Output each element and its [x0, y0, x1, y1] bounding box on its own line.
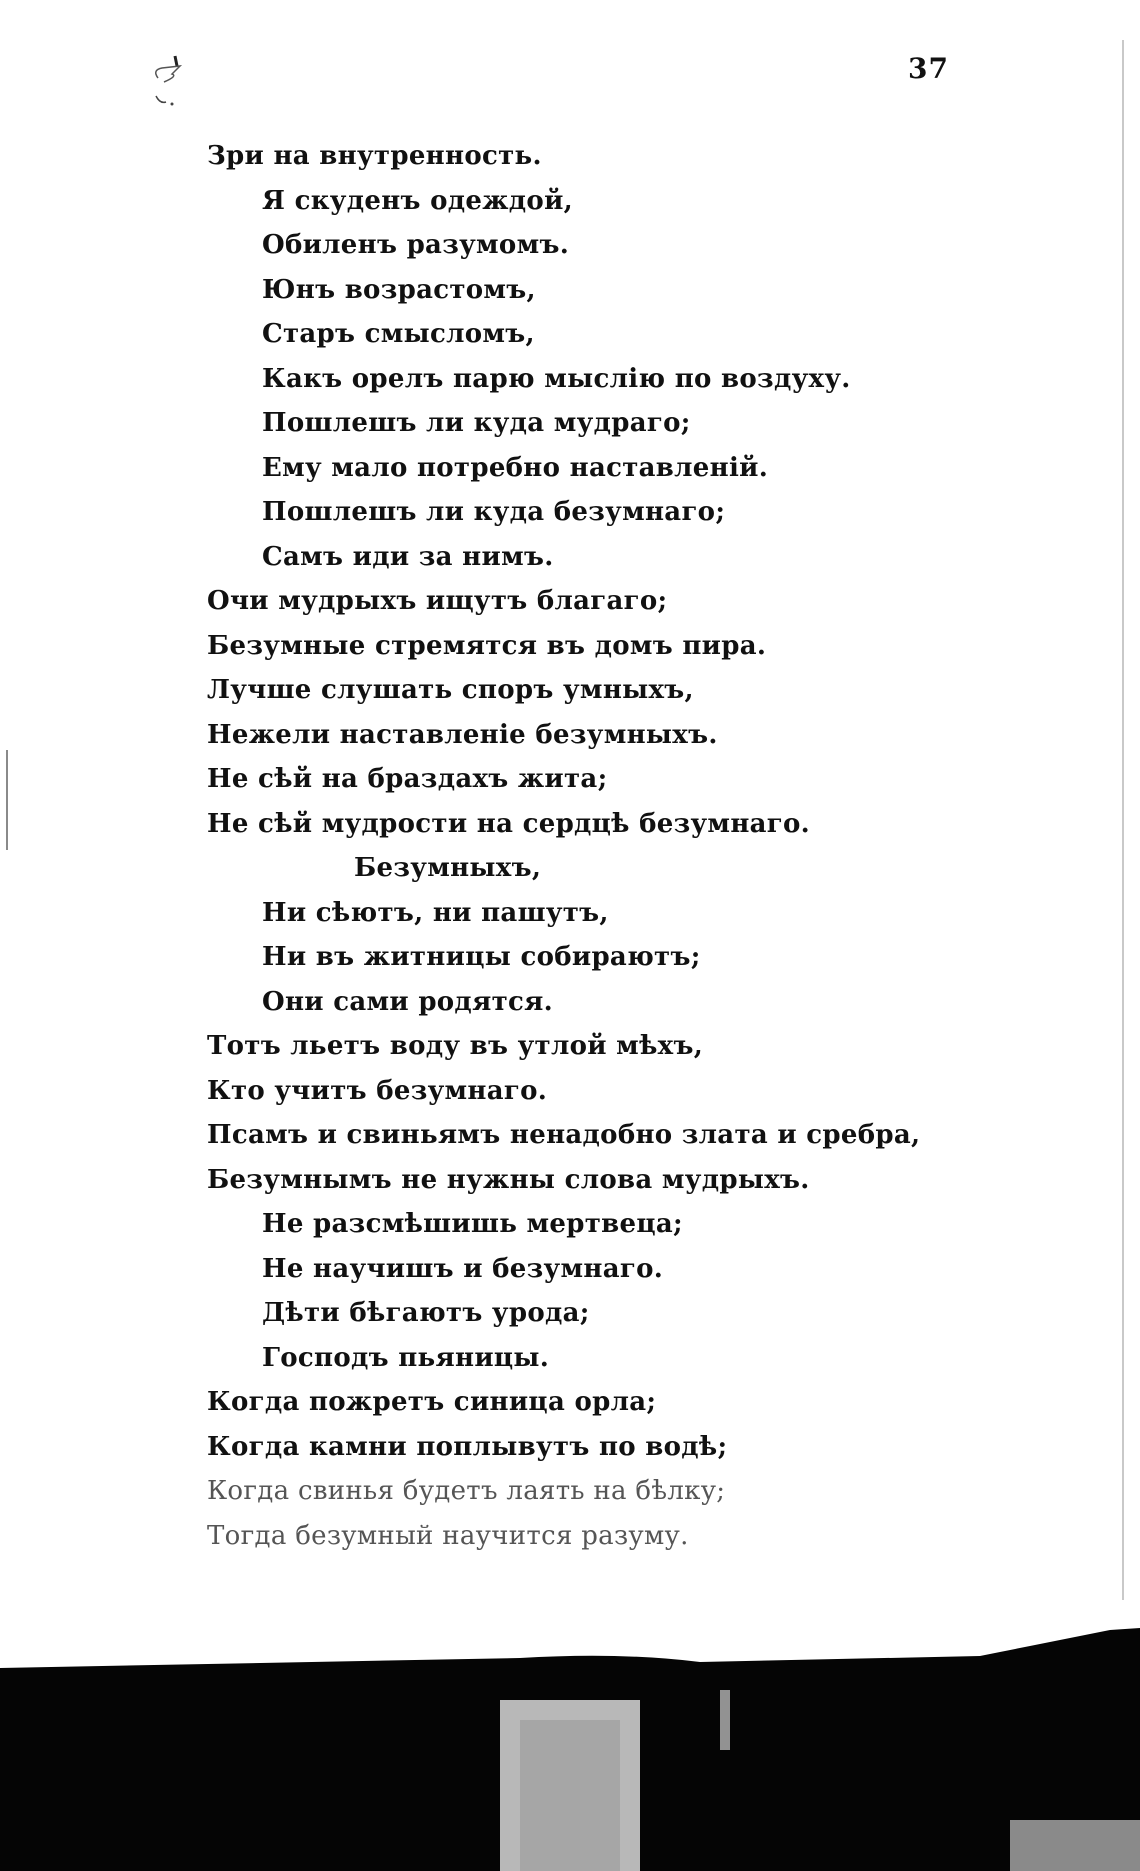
poem-line: Я скуденъ одеждой,: [262, 186, 574, 216]
poem-line: Тогда безумный научится разуму.: [207, 1521, 689, 1551]
poem-line: Безумные стремятся въ домъ пира.: [207, 631, 767, 661]
poem-line: Кто учитъ безумнаго.: [207, 1076, 548, 1106]
poem-line: Очи мудрыхъ ищутъ благаго;: [207, 586, 668, 616]
poem-line: Дѣти бѣгаютъ урода;: [262, 1298, 590, 1328]
page-number: 37: [908, 52, 949, 85]
poem-line: Пошлешъ ли куда безумнаго;: [262, 497, 726, 527]
poem-line: Нежели наставленіе безумныхъ.: [207, 720, 718, 750]
poem-line: Ему мало потребно наставленій.: [262, 453, 769, 483]
poem-line: Какъ орелъ парю мыслію по воздуху.: [262, 364, 851, 394]
scan-shadow: [0, 1580, 1140, 1871]
poem-line: Старъ смысломъ,: [262, 319, 535, 349]
poem-line: Когда камни поплывутъ по водѣ;: [207, 1432, 728, 1462]
poem-line: Лучше слушать споръ умныхъ,: [207, 675, 694, 705]
ink-mark-icon: [150, 52, 210, 132]
poem-line: Зри на внутренность.: [207, 141, 542, 171]
poem-line: Когда пожретъ синица орла;: [207, 1387, 657, 1417]
poem-line: Пошлешъ ли куда мудраго;: [262, 408, 691, 438]
poem-line: Обиленъ разумомъ.: [262, 230, 570, 260]
poem-line: Псамъ и свиньямъ ненадобно злата и сребра,: [207, 1120, 921, 1150]
poem-line: Господъ пьяницы.: [262, 1343, 550, 1373]
poem-line: Ни въ житницы собираютъ;: [262, 942, 701, 972]
poem-line: Безумныхъ,: [354, 853, 542, 883]
poem-line: Не сѣй на браздахъ жита;: [207, 764, 608, 794]
poem-line: Не разсмѣшишь мертвеца;: [262, 1209, 683, 1239]
poem-line: Когда свинья будетъ лаять на бѣлку;: [207, 1476, 726, 1506]
poem-line: Юнъ возрастомъ,: [262, 275, 536, 305]
poem-line: Ни сѣютъ, ни пашутъ,: [262, 898, 609, 928]
poem-line: Тотъ льетъ воду въ утлой мѣхъ,: [207, 1031, 704, 1061]
poem-line: Они сами родятся.: [262, 987, 553, 1017]
scan-margin-line: [6, 750, 8, 850]
poem-line: Не научишъ и безумнаго.: [262, 1254, 664, 1284]
poem-line: Безумнымъ не нужны слова мудрыхъ.: [207, 1165, 810, 1195]
scan-edge-line: [1122, 40, 1124, 1600]
poem-line: Не сѣй мудрости на сердцѣ безумнаго.: [207, 809, 811, 839]
poem-line: Самъ иди за нимъ.: [262, 542, 554, 572]
